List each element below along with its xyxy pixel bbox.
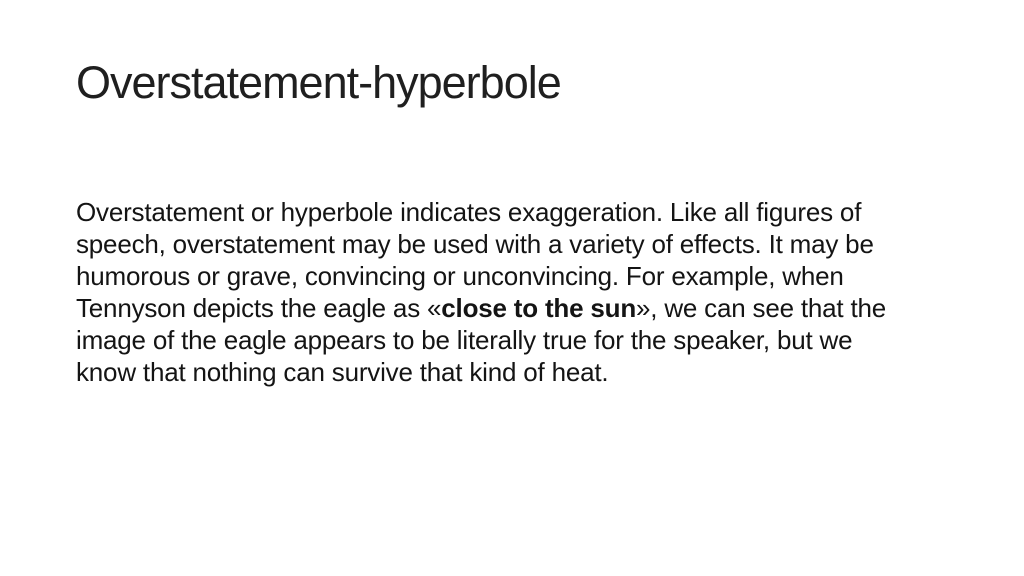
body-line-4 xyxy=(76,292,976,324)
body-line-5: image of the eagle appears to be literally true for the speaker, but we xyxy=(76,325,853,355)
bold-phrase-close-to-the-sun: close to the sun xyxy=(441,293,637,323)
body-paragraph xyxy=(76,196,976,388)
body-line-1: Overstatement or hyperbole indicates exaggeration. Like all figures of xyxy=(76,197,862,227)
body-line-3: humorous or grave, convincing or unconvincing. For example, when xyxy=(76,261,844,291)
body-line-4-prefix: Tennyson depicts the eagle as « xyxy=(76,293,442,323)
body-line-4-suffix: », we can see that the xyxy=(636,293,887,323)
body-line-6: know that nothing can survive that kind of heat. xyxy=(76,357,609,387)
body-line-2: speech, overstatement may be used with a variety of effects. It may be xyxy=(76,229,874,259)
slide-title: Overstatement-hyperbole xyxy=(76,57,561,108)
